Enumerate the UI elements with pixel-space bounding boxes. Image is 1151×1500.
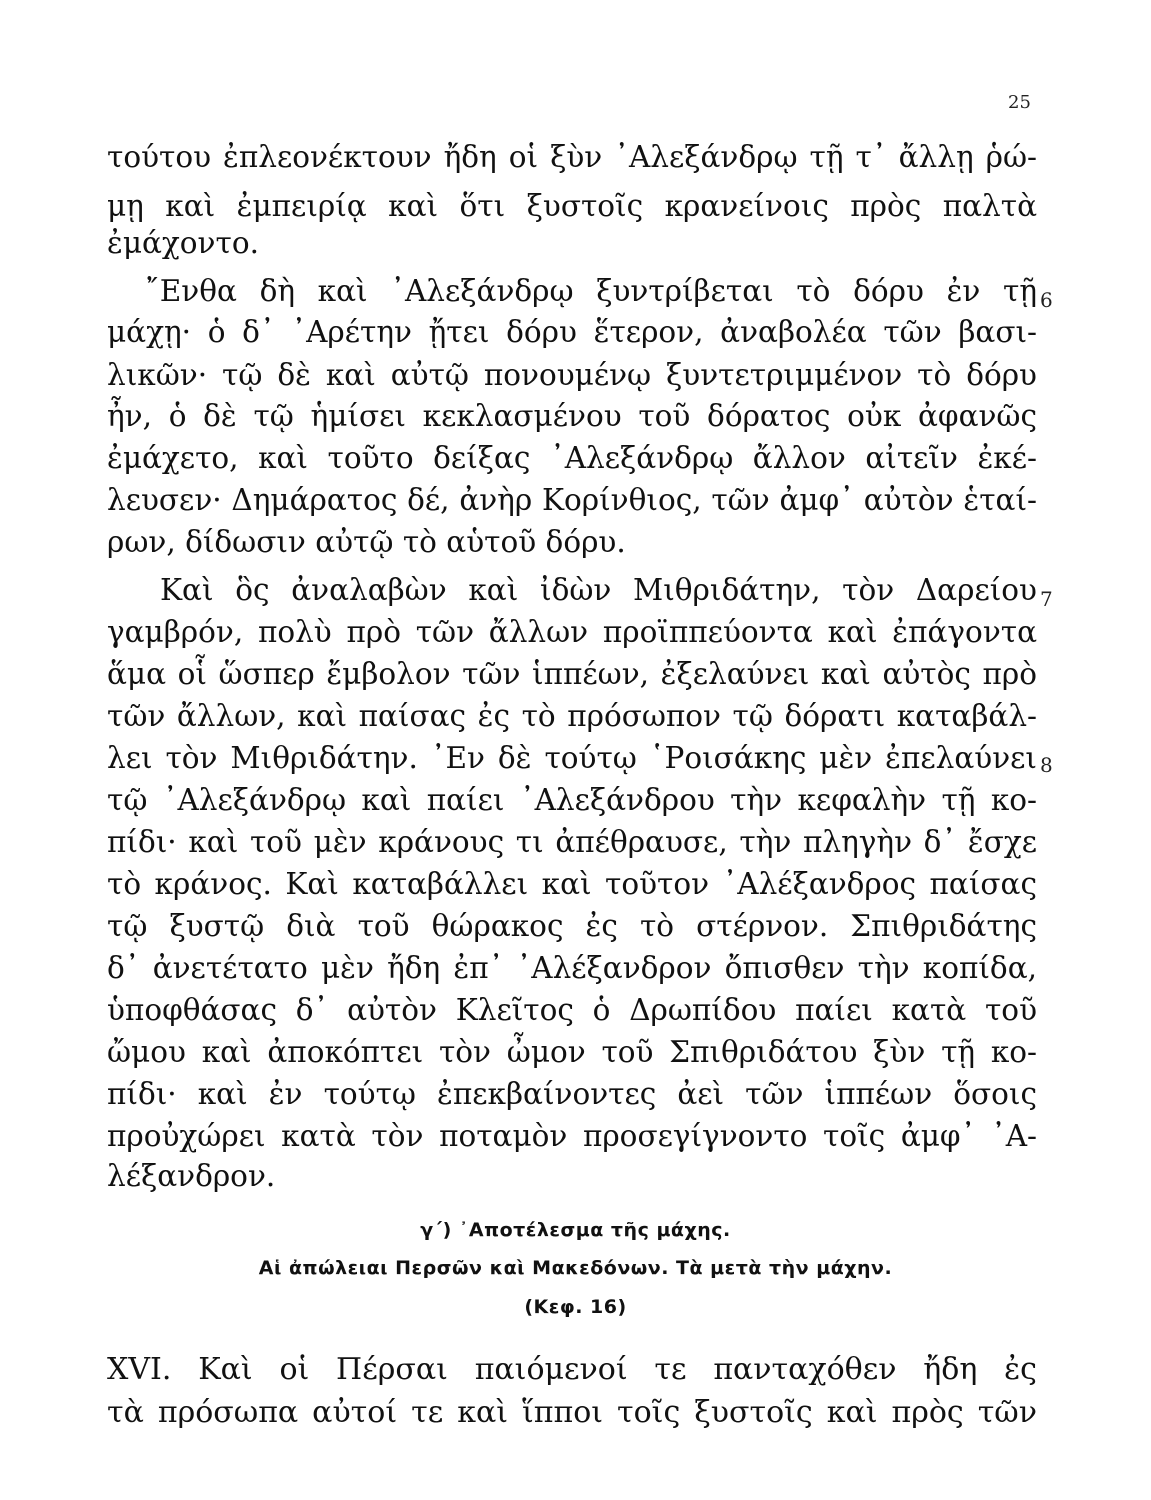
text-line: προὐχώρει κατὰ τὸν ποταμὸν προσεγίγνοντο τοῖς ἀμφ᾿ ᾿Α- [107,1119,1037,1153]
text-line: δ᾿ ἀνετέτατο μὲν ἤδη ἐπ᾿ ᾿Αλέξανδρον ὄπισθεν τὴν κοπίδα, [107,951,1037,985]
text-line: μάχῃ· ὁ δ᾿ ᾿Αρέτην ᾔτει δόρυ ἕτερον, ἀναβολέα τῶν βασι- [107,315,1037,349]
text-line: XVI. Καὶ οἱ Πέρσαι παιόμενοί τε πανταχόθεν ἤδη ἐς [107,1352,1037,1387]
section-subheading: Αἱ ἀπώλειαι Περσῶν καὶ Μακεδόνων. Τὰ μετὰ τὴν μάχην. [258,1257,893,1279]
text-line: τὸ κράνος. Καὶ καταβάλλει καὶ τοῦτον ᾿Αλέξανδρος παίσας [107,867,1037,901]
text-line: λευσεν· Δημάρατος δέ, ἀνὴρ Κορίνθιος, τῶν ἀμφ᾿ αὐτὸν ἑταί- [107,483,1037,517]
text-line: ἐμάχοντο. [107,226,259,260]
text-line: ὤμου καὶ ἀποκόπτει τὸν ὦμον τοῦ Σπιθριδάτου ξὺν τῇ κο- [107,1035,1037,1069]
text-line: λέξανδρον. [107,1159,276,1193]
section-margin-number: 7 [1040,587,1053,611]
text-line: ὑποφθάσας δ᾿ αὐτὸν Κλεῖτος ὁ Δρωπίδου παίει κατὰ τοῦ [107,993,1037,1027]
section-margin-number: 6 [1040,288,1053,312]
chapter-reference: (Κεφ. 16) [524,1296,627,1318]
text-line: πίδι· καὶ τοῦ μὲν κράνους τι ἀπέθραυσε, τὴν πληγὴν δ᾿ ἔσχε [107,825,1037,859]
text-line: Καὶ ὃς ἀναλαβὼν καὶ ἰδὼν Μιθριδάτην, τὸν Δαρείου [160,573,1037,607]
text-line: ἦν, ὁ δὲ τῷ ἡμίσει κεκλασμένου τοῦ δόρατος οὐκ ἀφανῶς [107,399,1037,433]
text-line: τῶν ἄλλων, καὶ παίσας ἐς τὸ πρόσωπον τῷ δόρατι καταβάλ- [107,699,1037,733]
text-line: λικῶν· τῷ δὲ καὶ αὐτῷ πονουμένῳ ξυντετριμμένον τὸ δόρυ [107,358,1037,392]
text-line: ἅμα οἷ ὥσπερ ἔμβολον τῶν ἱππέων, ἐξελαύνει καὶ αὐτὸς πρὸ [107,657,1037,691]
text-line: ῎Ενθα δὴ καὶ ᾿Αλεξάνδρῳ ξυντρίβεται τὸ δόρυ ἐν τῇ [145,274,1037,308]
text-line: ἐμάχετο, καὶ τοῦτο δείξας ᾿Αλεξάνδρῳ ἄλλον αἰτεῖν ἐκέ- [107,441,1037,475]
page-number: 25 [1008,92,1031,113]
section-margin-number: 8 [1040,753,1053,777]
text-line: γαμβρόν, πολὺ πρὸ τῶν ἄλλων προϊππεύοντα καὶ ἐπάγοντα [107,615,1037,649]
text-line: μῃ καὶ ἐμπειρίᾳ καὶ ὅτι ξυστοῖς κρανείνοις πρὸς παλτὰ [107,189,1037,223]
text-line: πίδι· καὶ ἐν τούτῳ ἐπεκβαίνοντες ἀεὶ τῶν ἱππέων ὅσοις [107,1077,1037,1111]
text-line: τὰ πρόσωπα αὐτοί τε καὶ ἵπποι τοῖς ξυστοῖς καὶ πρὸς τῶν [107,1395,1037,1430]
text-line: λει τὸν Μιθριδάτην. ᾿Εν δὲ τούτῳ ῾Ροισάκης μὲν ἐπελαύνει [107,741,1037,775]
text-line: τῷ ξυστῷ διὰ τοῦ θώρακος ἐς τὸ στέρνον. Σπιθριδάτης [107,909,1037,943]
text-line: τούτου ἐπλεονέκτουν ἤδη οἱ ξὺν ᾿Αλεξάνδρῳ τῇ τ᾿ ἄλλῃ ῥώ- [107,140,1037,174]
text-line: τῷ ᾿Αλεξάνδρῳ καὶ παίει ᾿Αλεξάνδρου τὴν κεφαλὴν τῇ κο- [107,783,1037,817]
text-line: ρων, δίδωσιν αὐτῷ τὸ αὑτοῦ δόρυ. [107,525,626,559]
section-heading: γ΄) ᾿Αποτέλεσμα τῆς μάχης. [420,1219,731,1241]
